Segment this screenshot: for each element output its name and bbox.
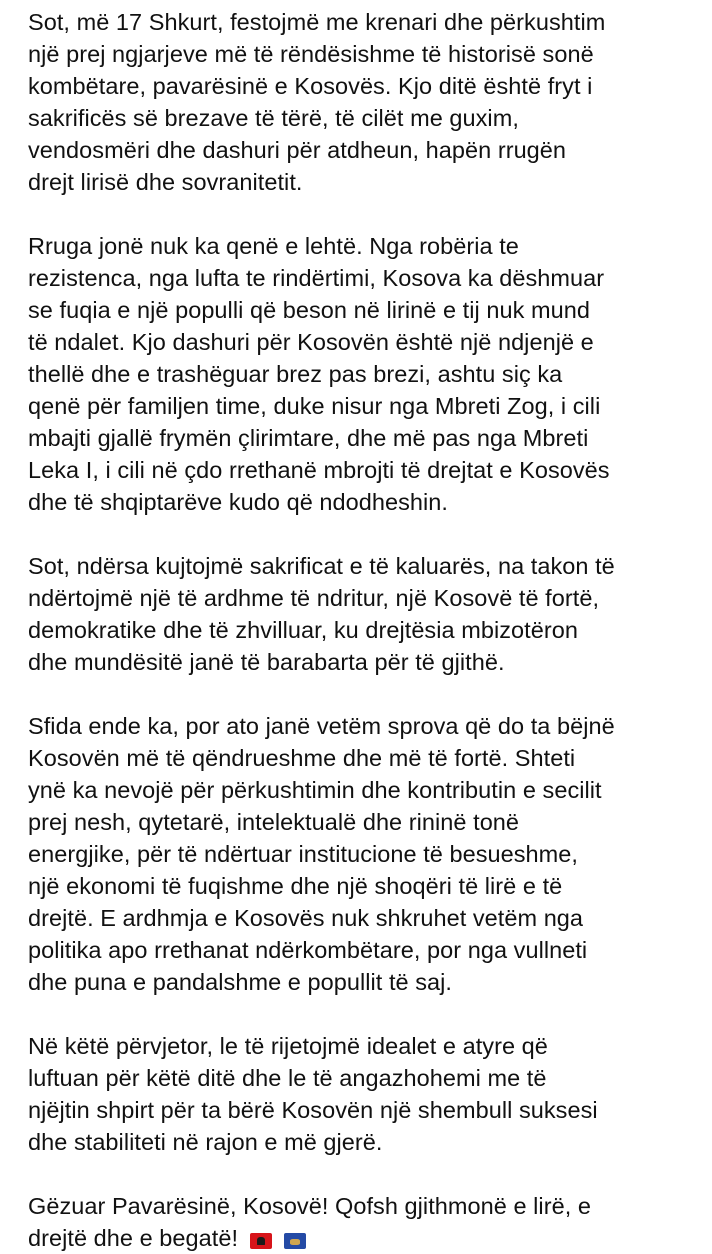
text-line: sakrificës së brezave të tërë, të cilët me guxim, (28, 105, 519, 131)
text-line: dhe të shqiptarëve kudo që ndodheshin. (28, 489, 448, 515)
text-line: thellë dhe e trashëguar brez pas brezi, ashtu siç ka (28, 361, 563, 387)
paragraph-spacer (28, 678, 694, 710)
albania-flag-icon (250, 1233, 272, 1249)
text-line: Sfida ende ka, por ato janë vetëm sprova që do ta bëjnë (28, 713, 615, 739)
text-line: demokratike dhe të zhvilluar, ku drejtësia mbizotëron (28, 617, 578, 643)
closing-text: drejtë dhe e begatë! (28, 1225, 239, 1251)
closing-line (28, 1222, 694, 1254)
text-line: Leka I, i cili në çdo rrethanë mbrojti të drejtat e Kosovës (28, 457, 610, 483)
paragraph-spacer (28, 998, 694, 1030)
text-line: dhe puna e pandalshme e popullit të saj. (28, 969, 453, 995)
text-line: energjike, për të ndërtuar institucione të besueshme, (28, 841, 578, 867)
text-line: qenë për familjen time, duke nisur nga Mbreti Zog, i cili (28, 393, 601, 419)
text-line: një prej ngjarjeve më të rëndësishme të historisë sonë (28, 41, 594, 67)
text-line: se fuqia e një populli që beson në lirinë e tij nuk mund (28, 297, 590, 323)
text-line: dhe stabiliteti në rajon e më gjerë. (28, 1129, 383, 1155)
text-line: Gëzuar Pavarësinë, Kosovë! Qofsh gjithmonë e lirë, e (28, 1193, 591, 1219)
text-line: drejt lirisë dhe sovranitetit. (28, 169, 303, 195)
paragraph-1 (28, 6, 694, 198)
paragraph-spacer (28, 1158, 694, 1190)
text-line: luftuan për këtë ditë dhe le të angazhohemi me të (28, 1065, 547, 1091)
text-line: vendosmëri dhe dashuri për atdheun, hapën rrugën (28, 137, 567, 163)
text-line: Në këtë përvjetor, le të rijetojmë idealet e atyre që (28, 1033, 548, 1059)
text-line: ndërtojmë një të ardhme të ndritur, një Kosovë të fortë, (28, 585, 600, 611)
paragraph-spacer (28, 518, 694, 550)
text-line: mbajti gjallë frymën çlirimtare, dhe më pas nga Mbreti (28, 425, 589, 451)
kosovo-flag-icon (284, 1233, 306, 1249)
text-line: njëjtin shpirt për ta bërë Kosovën një shembull suksesi (28, 1097, 598, 1123)
text-line: një ekonomi të fuqishme dhe një shoqëri të lirë e të (28, 873, 563, 899)
paragraph-2 (28, 230, 694, 518)
text-line: dhe mundësitë janë të barabarta për të gjithë. (28, 649, 505, 675)
text-line: kombëtare, pavarësinë e Kosovës. Kjo ditë është fryt i (28, 73, 593, 99)
text-line: Sot, ndërsa kujtojmë sakrificat e të kaluarës, na takon të (28, 553, 615, 579)
paragraph-3 (28, 550, 694, 678)
paragraph-5 (28, 1030, 694, 1158)
text-line: ynë ka nevojë për përkushtimin dhe kontributin e secilit (28, 777, 602, 803)
text-line: të ndalet. Kjo dashuri për Kosovën është një ndjenjë e (28, 329, 594, 355)
paragraph-4 (28, 710, 694, 998)
paragraph-spacer (28, 198, 694, 230)
text-line: Rruga jonë nuk ka qenë e lehtë. Nga robëria te (28, 233, 519, 259)
text-line: Kosovën më të qëndrueshme dhe më të fortë. Shteti (28, 745, 576, 771)
text-line: politika apo rrethanat ndërkombëtare, por nga vullneti (28, 937, 588, 963)
text-line: drejtë. E ardhmja e Kosovës nuk shkruhet vetëm nga (28, 905, 584, 931)
text-line: rezistenca, nga lufta te rindërtimi, Kosova ka dëshmuar (28, 265, 605, 291)
text-line: Sot, më 17 Shkurt, festojmë me krenari dhe përkushtim (28, 9, 606, 35)
text-line: prej nesh, qytetarë, intelektualë dhe rininë tonë (28, 809, 520, 835)
